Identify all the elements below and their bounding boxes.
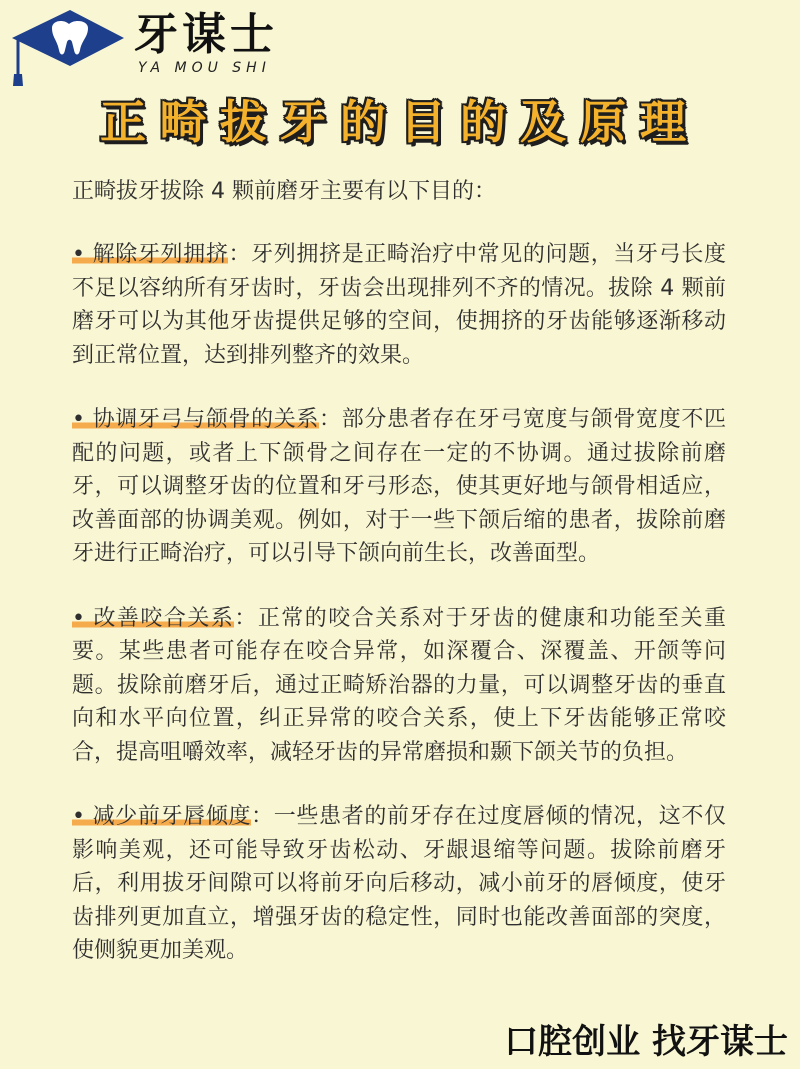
point-heading: • 协调牙弓与颌骨的关系 <box>72 407 320 432</box>
point-paragraph <box>72 602 726 770</box>
point-text: ：牙列拥挤是正畸治疗中常见的问题，当牙弓长度不足以容纳所有牙齿时，牙齿会出现排列不齐的情况。拔除 4 颗前磨牙可以为其他牙齿提供足够的空间，使拥挤的牙齿能够逐渐移动到正常位置，达到排列整齐的效果。 <box>72 242 726 368</box>
graduation-cap-tooth-icon <box>8 4 126 88</box>
point-heading: • 减少前牙唇倾度 <box>72 804 252 829</box>
point-text: ：部分患者存在牙弓宽度与颌骨宽度不匹配的问题，或者上下颌骨之间存在一定的不协调。通过拔除前磨牙，可以调整牙齿的位置和牙弓形态，使其更好地与颌骨相适应，改善面部的协调美观。例如，对于一些下颌后缩的患者，拔除前磨牙进行正畸治疗，可以引导下颌向前生长，改善面型。 <box>72 407 726 566</box>
point-heading: • 改善咬合关系 <box>72 605 235 631</box>
point-paragraph <box>72 800 726 968</box>
point-paragraph <box>72 238 726 372</box>
brand-logo <box>8 4 348 88</box>
point-paragraph <box>72 403 726 571</box>
brand-name: 牙谋士 <box>134 9 278 60</box>
point-heading: • 解除牙列拥挤 <box>72 242 229 267</box>
point-text: ：一些患者的前牙存在过度唇倾的情况，这不仅影响美观，还可能导致牙齿松动、牙龈退缩等问题。拔除前磨牙后，利用拔牙间隙可以将前牙向后移动，减小前牙的唇倾度，使牙齿排列更加直立，增强牙齿的稳定性，同时也能改善面部的突度，使侧貌更加美观。 <box>72 804 726 963</box>
footer-slogan: 口腔创业 找牙谋士 <box>504 1022 788 1062</box>
intro-paragraph: 正畸拔牙拔除 4 颗前磨牙主要有以下目的： <box>72 179 496 204</box>
brand-pinyin: YA MOU SHI <box>138 60 271 76</box>
article-body <box>72 172 726 999</box>
point-text: ：正常的咬合关系对于牙齿的健康和功能至关重要。某些患者可能存在咬合异常，如深覆合、深覆盖、开颌等问题。拔除前磨牙后，通过正畸矫治器的力量，可以调整牙齿的垂直向和水平向位置，纠正异常的咬合关系，使上下牙齿能够正常咬合，提高咀嚼效率，减轻牙齿的异常磨损和颞下颌关节的负担。 <box>72 605 726 765</box>
page-title: 正畸拔牙的目的及原理 <box>100 95 700 149</box>
